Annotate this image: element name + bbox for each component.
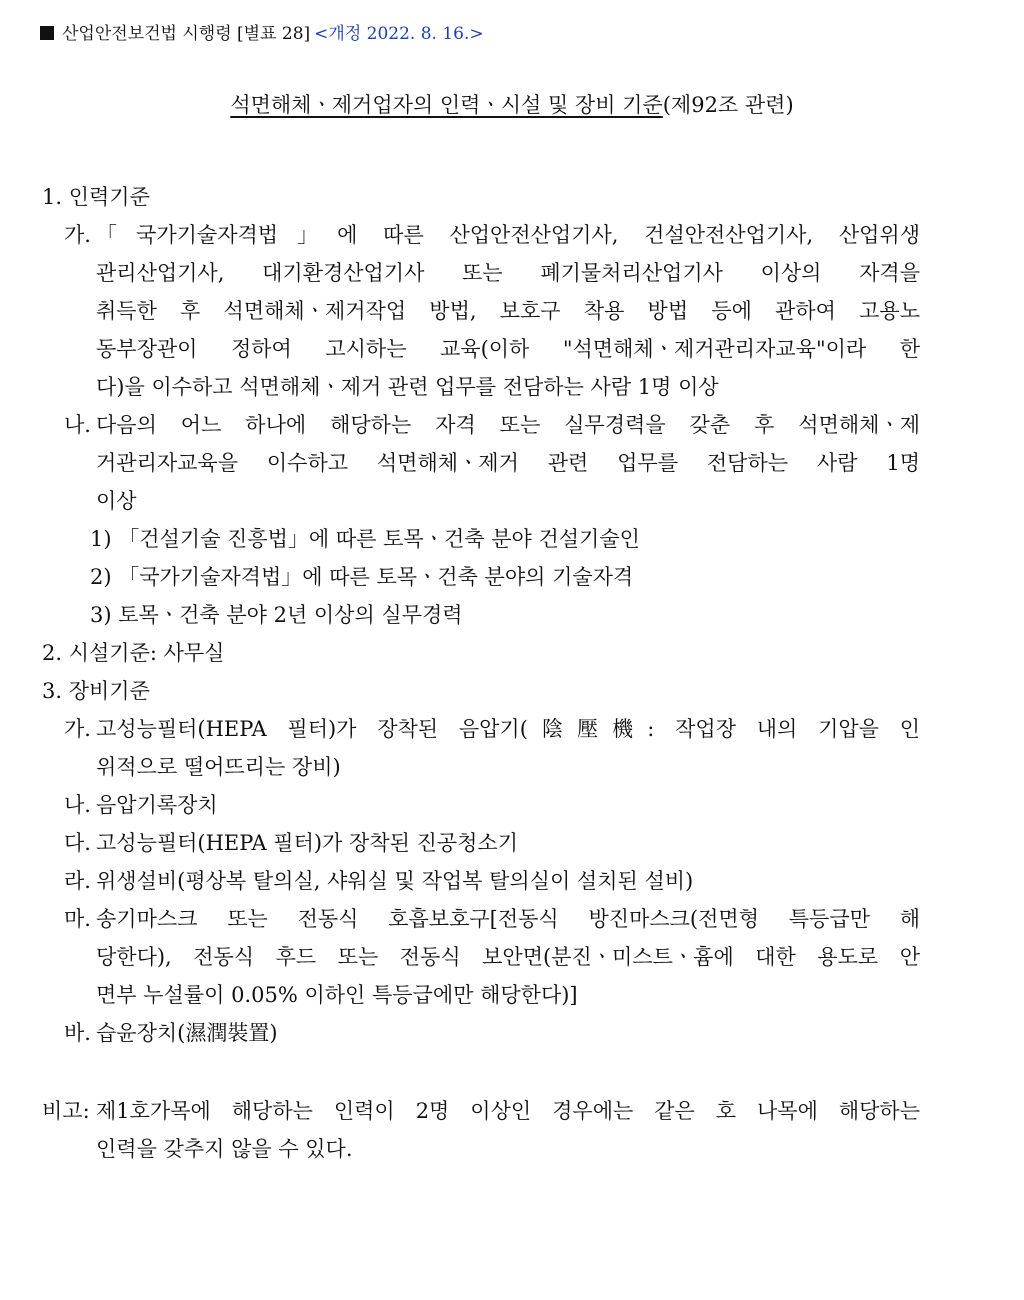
item-marker: 나. (64, 413, 91, 437)
item-marker: 가. (64, 717, 91, 741)
item-line: 고성능필터(HEPA 필터)가 장착된 진공청소기 (96, 831, 518, 855)
title-suffix: (제92조 관련) (662, 93, 794, 117)
item-line: 당한다), 전동식 후드 또는 전동식 보안면(분진ㆍ미스트ㆍ흄에 대한 용도로 안 (96, 945, 920, 969)
item-line: 면부 누설률이 0.05% 이하인 특등급에만 해당한다)] (96, 983, 578, 1007)
item-line: 취득한 후 석면해체ㆍ제거작업 방법, 보호구 착용 방법 등에 관하여 고용노 (96, 299, 920, 323)
sub-item: 2) 「국가기술자격법」에 따른 토목ㆍ건축 분야의 기술자격 (90, 565, 634, 589)
document-body (0, 178, 1024, 1168)
item-line: 습윤장치(濕潤裝置) (96, 1021, 278, 1045)
item-line: 이상 (96, 489, 137, 513)
section-heading: 3. 장비기준 (42, 679, 150, 703)
black-square-icon (40, 26, 54, 40)
list-item (0, 710, 1024, 786)
item-line: 음압기록장치 (96, 793, 218, 817)
section-heading: 2. 시설기준: 사무실 (42, 641, 225, 665)
list-item (0, 216, 1024, 406)
list-item (0, 1014, 1024, 1052)
item-line: 다)을 이수하고 석면해체ㆍ제거 관련 업무를 전담하는 사람 1명 이상 (96, 375, 719, 399)
item-line: 다음의 어느 하나에 해당하는 자격 또는 실무경력을 갖춘 후 석면해체ㆍ제 (96, 413, 920, 437)
item-marker: 바. (64, 1021, 91, 1045)
note-marker: 비고: (42, 1099, 90, 1123)
item-line: 송기마스크 또는 전동식 호흡보호구[전동식 방진마스크(전면형 특등급만 해 (96, 907, 920, 931)
list-item (0, 862, 1024, 900)
item-line: 위적으로 떨어뜨리는 장비) (96, 755, 341, 779)
document-header (40, 22, 484, 46)
note (0, 1092, 1024, 1168)
list-item (0, 824, 1024, 862)
item-line: 동부장관이 정하여 고시하는 교육(이하 "석면해체ㆍ제거관리자교육"이라 한 (96, 337, 920, 361)
amendment-date: <개정 2022. 8. 16.> (314, 24, 484, 44)
item-marker: 마. (64, 907, 91, 931)
item-line: 「국가기술자격법」에 따른 산업안전산업기사, 건설안전산업기사, 산업위생 (96, 223, 920, 247)
list-item (0, 786, 1024, 824)
title-main: 석면해체ㆍ제거업자의 인력ㆍ시설 및 장비 기준 (230, 93, 663, 117)
section-heading: 1. 인력기준 (42, 185, 150, 209)
item-line: 위생설비(평상복 탈의실, 샤워실 및 작업복 탈의실이 설치된 설비) (96, 869, 694, 893)
item-marker: 다. (64, 831, 91, 855)
item-marker: 가. (64, 223, 91, 247)
sub-item: 1) 「건설기술 진흥법」에 따른 토목ㆍ건축 분야 건설기술인 (90, 527, 640, 551)
law-reference: 산업안전보건법 시행령 [별표 28] (62, 24, 311, 44)
item-line: 관리산업기사, 대기환경산업기사 또는 폐기물처리산업기사 이상의 자격을 (96, 261, 920, 285)
note-line: 인력을 갖추지 않을 수 있다. (96, 1137, 353, 1161)
page-title (0, 90, 1024, 120)
item-marker: 라. (64, 869, 91, 893)
list-item (0, 406, 1024, 520)
sub-item: 3) 토목ㆍ건축 분야 2년 이상의 실무경력 (90, 603, 463, 627)
item-marker: 나. (64, 793, 91, 817)
note-line: 제1호가목에 해당하는 인력이 2명 이상인 경우에는 같은 호 나목에 해당하는 (96, 1099, 920, 1123)
list-item (0, 900, 1024, 1014)
item-line: 거관리자교육을 이수하고 석면해체ㆍ제거 관련 업무를 전담하는 사람 1명 (96, 451, 920, 475)
item-line: 고성능필터(HEPA 필터)가 장착된 음압기(陰壓機: 작업장 내의 기압을 인 (96, 717, 920, 741)
